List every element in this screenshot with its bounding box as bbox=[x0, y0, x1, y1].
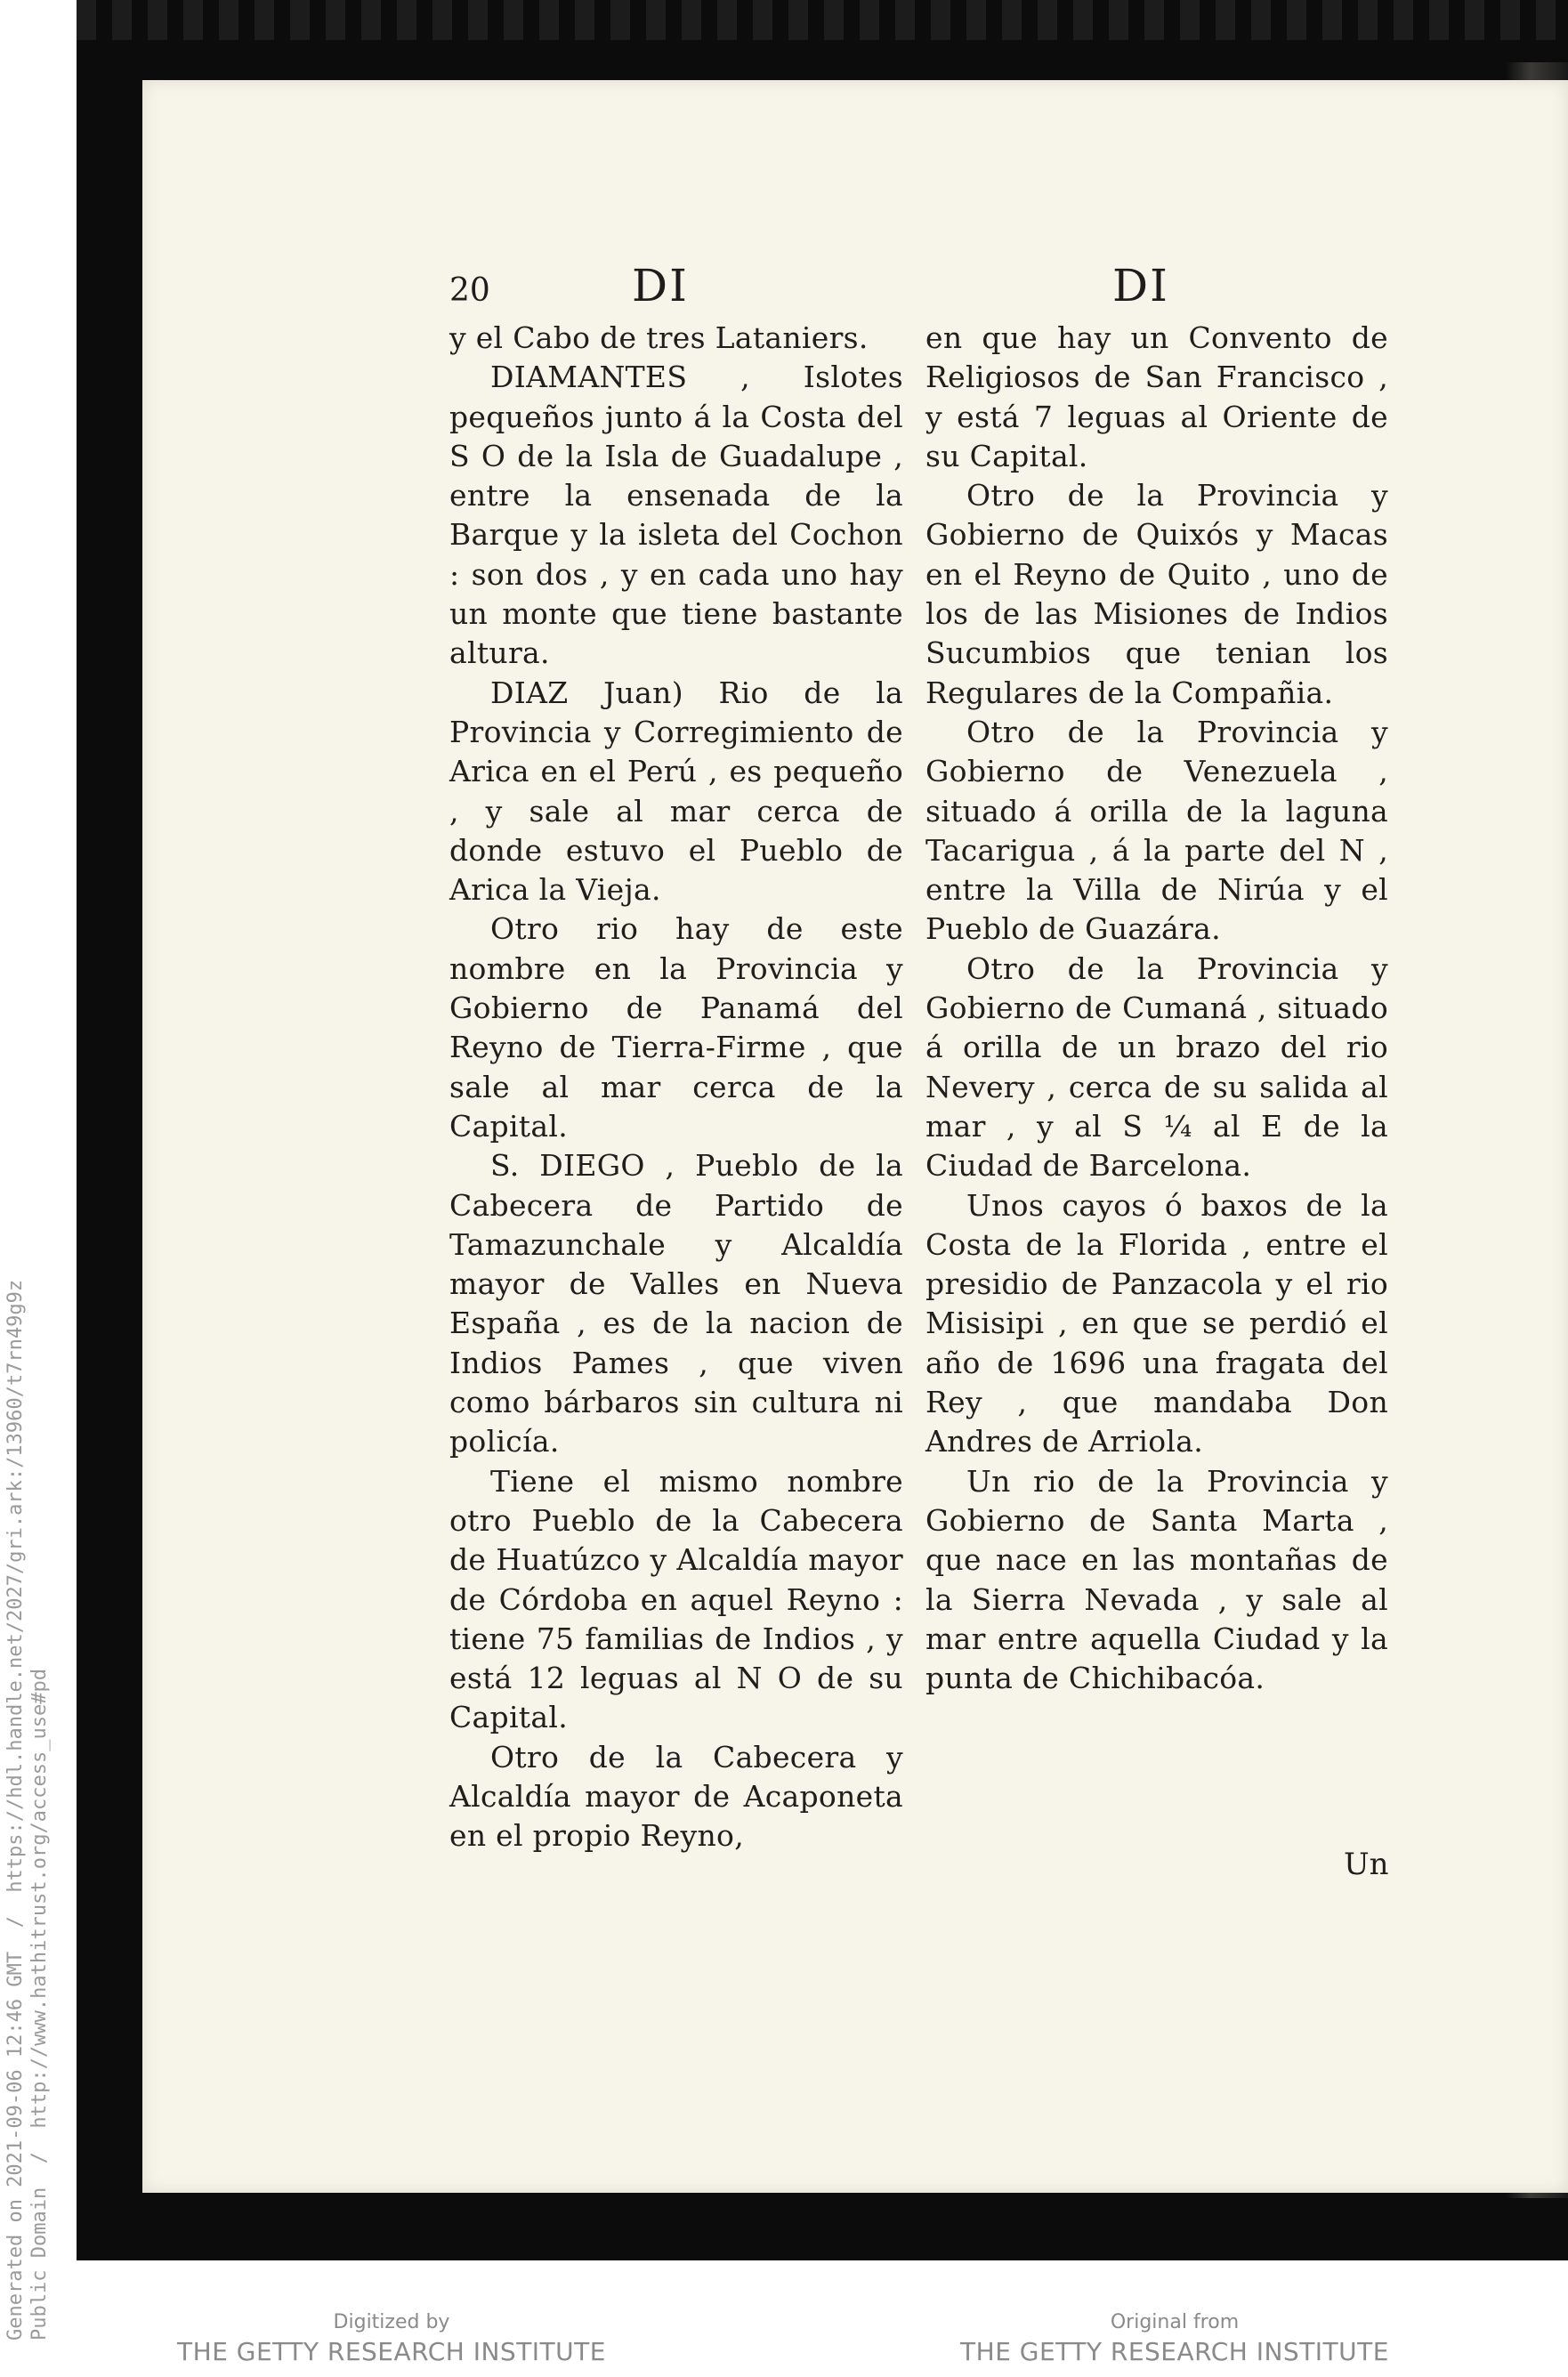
digitized-by-credit bbox=[142, 2309, 641, 2368]
credit-institution: THE GETTY RESEARCH INSTITUTE bbox=[960, 2337, 1389, 2366]
paragraph: Otro rio hay de este nombre en la Provincia y Gobierno de Panamá del Reyno de Tierra-Firme , que sale al mar cerca de la Capital. bbox=[449, 911, 903, 1144]
catchword: Un bbox=[1344, 1847, 1389, 1882]
paragraph: Tiene el mismo nombre otro Pueblo de la Cabecera de Huatúzco y Alcaldía mayor de Córdoba en aquel Reyno : tiene 75 familias de Indios , y está 12 leguas al N O de su Capital. bbox=[449, 1463, 903, 1735]
paragraph: Otro de la Provincia y Gobierno de Cumaná , situado á orilla de un brazo del rio Nevery , cerca de su salida al mar , y al S ¼ al E de la Ciudad de Barcelona. bbox=[925, 950, 1388, 1184]
watermark-line-1: Generated on 2021-09-06 12:46 GMT / https://hdl.handle.net/2027/gri.ark:/13960/t7rn49g9z bbox=[4, 1279, 27, 2341]
running-head-right: DI bbox=[1112, 260, 1169, 311]
entry-diamantes: DIAMANTES , Islotes pequeños junto á la Costa del S O de la Isla de Guadalupe , entre la ensenada de la Barque y la isleta del Cochon : son dos , y en cada uno hay un monte que tiene bastante altura. bbox=[449, 360, 903, 671]
paragraph: en que hay un Convento de Religiosos de San Francisco , y está 7 leguas al Oriente de su Capital. bbox=[925, 320, 1388, 473]
paragraph: Otro de la Provincia y Gobierno de Quixós y Macas en el Reyno de Quito , uno de los de las Misiones de Indios Sucumbios que tenian los Regulares de la Compañia. bbox=[925, 478, 1388, 710]
left-text-column bbox=[449, 319, 903, 1856]
paragraph: Unos cayos ó baxos de la Costa de la Florida , entre el presidio de Panzacola y el rio Misisipi , en que se perdió el año de 1696 una fragata del Rey , que mandaba Don Andres de Arriola. bbox=[925, 1187, 1388, 1459]
credit-label: Digitized by bbox=[333, 2311, 450, 2333]
running-head bbox=[449, 260, 1402, 317]
original-from-credit bbox=[925, 2309, 1424, 2368]
paragraph: y el Cabo de tres Lataniers. bbox=[449, 320, 869, 355]
side-watermark bbox=[4, 1095, 57, 2341]
paragraph: Otro de la Cabecera y Alcaldía mayor de Acaponeta en el propio Reyno, bbox=[449, 1739, 903, 1854]
paragraph: Un rio de la Provincia y Gobierno de Santa Marta , que nace en las montañas de la Sierra Nevada , y sale al mar entre aquella Ciudad y la punta de Chichibacóa. bbox=[925, 1463, 1388, 1696]
paragraph: Otro de la Provincia y Gobierno de Venezuela , situado á orilla de la laguna Tacarigua , á la parte del N , entre la Villa de Nirúa y el Pueblo de Guazára. bbox=[925, 714, 1388, 947]
running-head-left: DI bbox=[632, 260, 689, 311]
credit-institution: THE GETTY RESEARCH INSTITUTE bbox=[177, 2337, 606, 2366]
credit-label: Original from bbox=[1110, 2311, 1240, 2333]
page-number: 20 bbox=[449, 272, 490, 309]
right-text-column bbox=[925, 319, 1388, 1698]
entry-san-diego: S. DIEGO , Pueblo de la Cabecera de Partido de Tamazunchale y Alcaldía mayor de Valles en Nueva España , es de la nacion de Indios Pames , que viven como bárbaros sin cultura ni policía. bbox=[449, 1148, 903, 1459]
entry-diaz-juan: DIAZ Juan) Rio de la Provincia y Corregimiento de Arica en el Perú , es pequeño , y sale al mar cerca de donde estuvo el Pueblo de Arica la Vieja. bbox=[449, 675, 903, 908]
watermark-line-2: Public Domain / http://www.hathitrust.org/access_use#pd bbox=[28, 1669, 51, 2341]
